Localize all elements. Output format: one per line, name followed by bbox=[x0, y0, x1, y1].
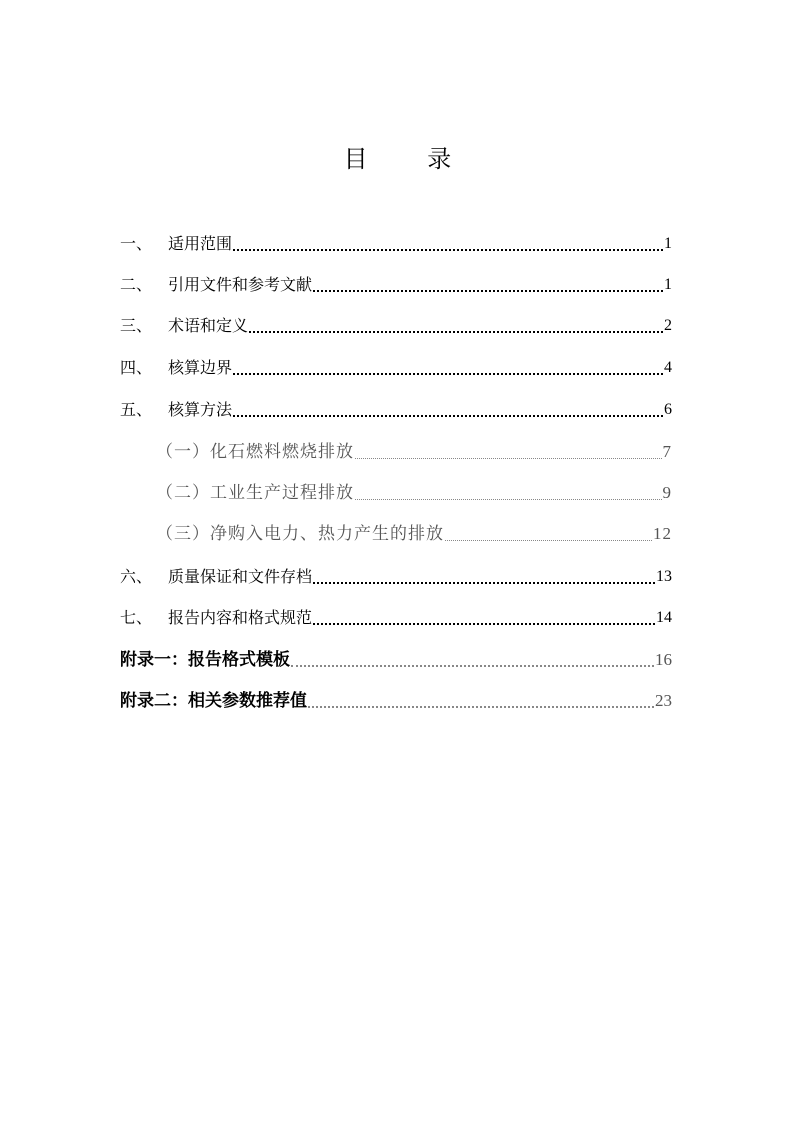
toc-entry-page: 1 bbox=[664, 276, 672, 293]
toc-entry-number: 附录二： bbox=[120, 691, 188, 711]
toc-appendix-entry[interactable] bbox=[120, 642, 672, 672]
toc-entry-label: 核算边界 bbox=[168, 358, 233, 377]
toc-entry-label: 质量保证和文件存档 bbox=[168, 567, 313, 586]
toc-dot-leader bbox=[233, 356, 663, 380]
toc-entry[interactable] bbox=[120, 559, 672, 589]
toc-dot-leader bbox=[233, 398, 663, 422]
toc-dot-leader bbox=[313, 273, 663, 297]
toc-entry-label: 工业生产过程排放 bbox=[210, 483, 354, 503]
toc-entry-label: 核算方法 bbox=[168, 400, 233, 419]
toc-dot-leader bbox=[249, 314, 663, 338]
toc-entry-page: 1 bbox=[664, 235, 672, 252]
toc-dot-leader bbox=[445, 522, 652, 546]
toc-entry[interactable] bbox=[120, 350, 672, 380]
toc-entry[interactable] bbox=[120, 392, 672, 422]
toc-entry[interactable] bbox=[120, 308, 672, 338]
toc-entry[interactable] bbox=[120, 600, 672, 630]
toc-appendix-entry[interactable] bbox=[120, 683, 672, 713]
toc-entry-label: 报告格式模板 bbox=[188, 650, 290, 670]
toc-entry-page: 9 bbox=[662, 483, 672, 502]
toc-entry-number: 四、 bbox=[120, 358, 153, 377]
toc-entry-number: 一、 bbox=[120, 234, 153, 253]
toc-entry-number: 二、 bbox=[120, 275, 153, 294]
toc-entry-number: （三） bbox=[156, 524, 210, 544]
toc-entry-number: 三、 bbox=[120, 316, 153, 335]
toc-dot-leader bbox=[313, 565, 655, 589]
toc-entry-number: 五、 bbox=[120, 400, 153, 419]
toc-dot-leader bbox=[233, 232, 663, 256]
page-title: 目 录 bbox=[343, 145, 478, 173]
toc-dot-leader bbox=[355, 440, 662, 464]
toc-entry-page: 6 bbox=[664, 401, 672, 418]
toc-entry[interactable] bbox=[120, 267, 672, 297]
toc-dot-leader bbox=[308, 689, 654, 713]
toc-entry-label: 适用范围 bbox=[168, 234, 233, 253]
toc-entry-label: 化石燃料燃烧排放 bbox=[210, 442, 354, 462]
toc-entry-label: 相关参数推荐值 bbox=[188, 691, 307, 711]
toc-entry-page: 7 bbox=[662, 442, 672, 461]
toc-subentry[interactable] bbox=[156, 434, 672, 464]
toc-entry-page: 13 bbox=[656, 568, 672, 585]
toc-entry-page: 23 bbox=[655, 691, 672, 710]
toc-dot-leader bbox=[313, 606, 655, 630]
toc-entry-page: 14 bbox=[656, 609, 672, 626]
toc-entry-label: 术语和定义 bbox=[168, 316, 249, 335]
toc-entry-label: 净购入电力、热力产生的排放 bbox=[210, 524, 444, 544]
toc-entry-label: 引用文件和参考文献 bbox=[168, 275, 313, 294]
toc-dot-leader bbox=[291, 648, 654, 672]
toc-entry-page: 16 bbox=[655, 650, 672, 669]
toc-entry-number: （一） bbox=[156, 442, 210, 462]
toc-subentry[interactable] bbox=[156, 516, 672, 546]
toc-entry-page: 12 bbox=[653, 524, 672, 543]
toc-entry-page: 4 bbox=[664, 359, 672, 376]
toc-entry-number: （二） bbox=[156, 483, 210, 503]
toc-entry-number: 六、 bbox=[120, 567, 153, 586]
toc-entry[interactable] bbox=[120, 226, 672, 256]
toc-entry-number: 七、 bbox=[120, 608, 153, 627]
toc-entry-page: 2 bbox=[664, 317, 672, 334]
toc-dot-leader bbox=[355, 481, 662, 505]
toc-entry-number: 附录一： bbox=[120, 650, 188, 670]
toc-entry-label: 报告内容和格式规范 bbox=[168, 608, 313, 627]
toc-subentry[interactable] bbox=[156, 475, 672, 505]
